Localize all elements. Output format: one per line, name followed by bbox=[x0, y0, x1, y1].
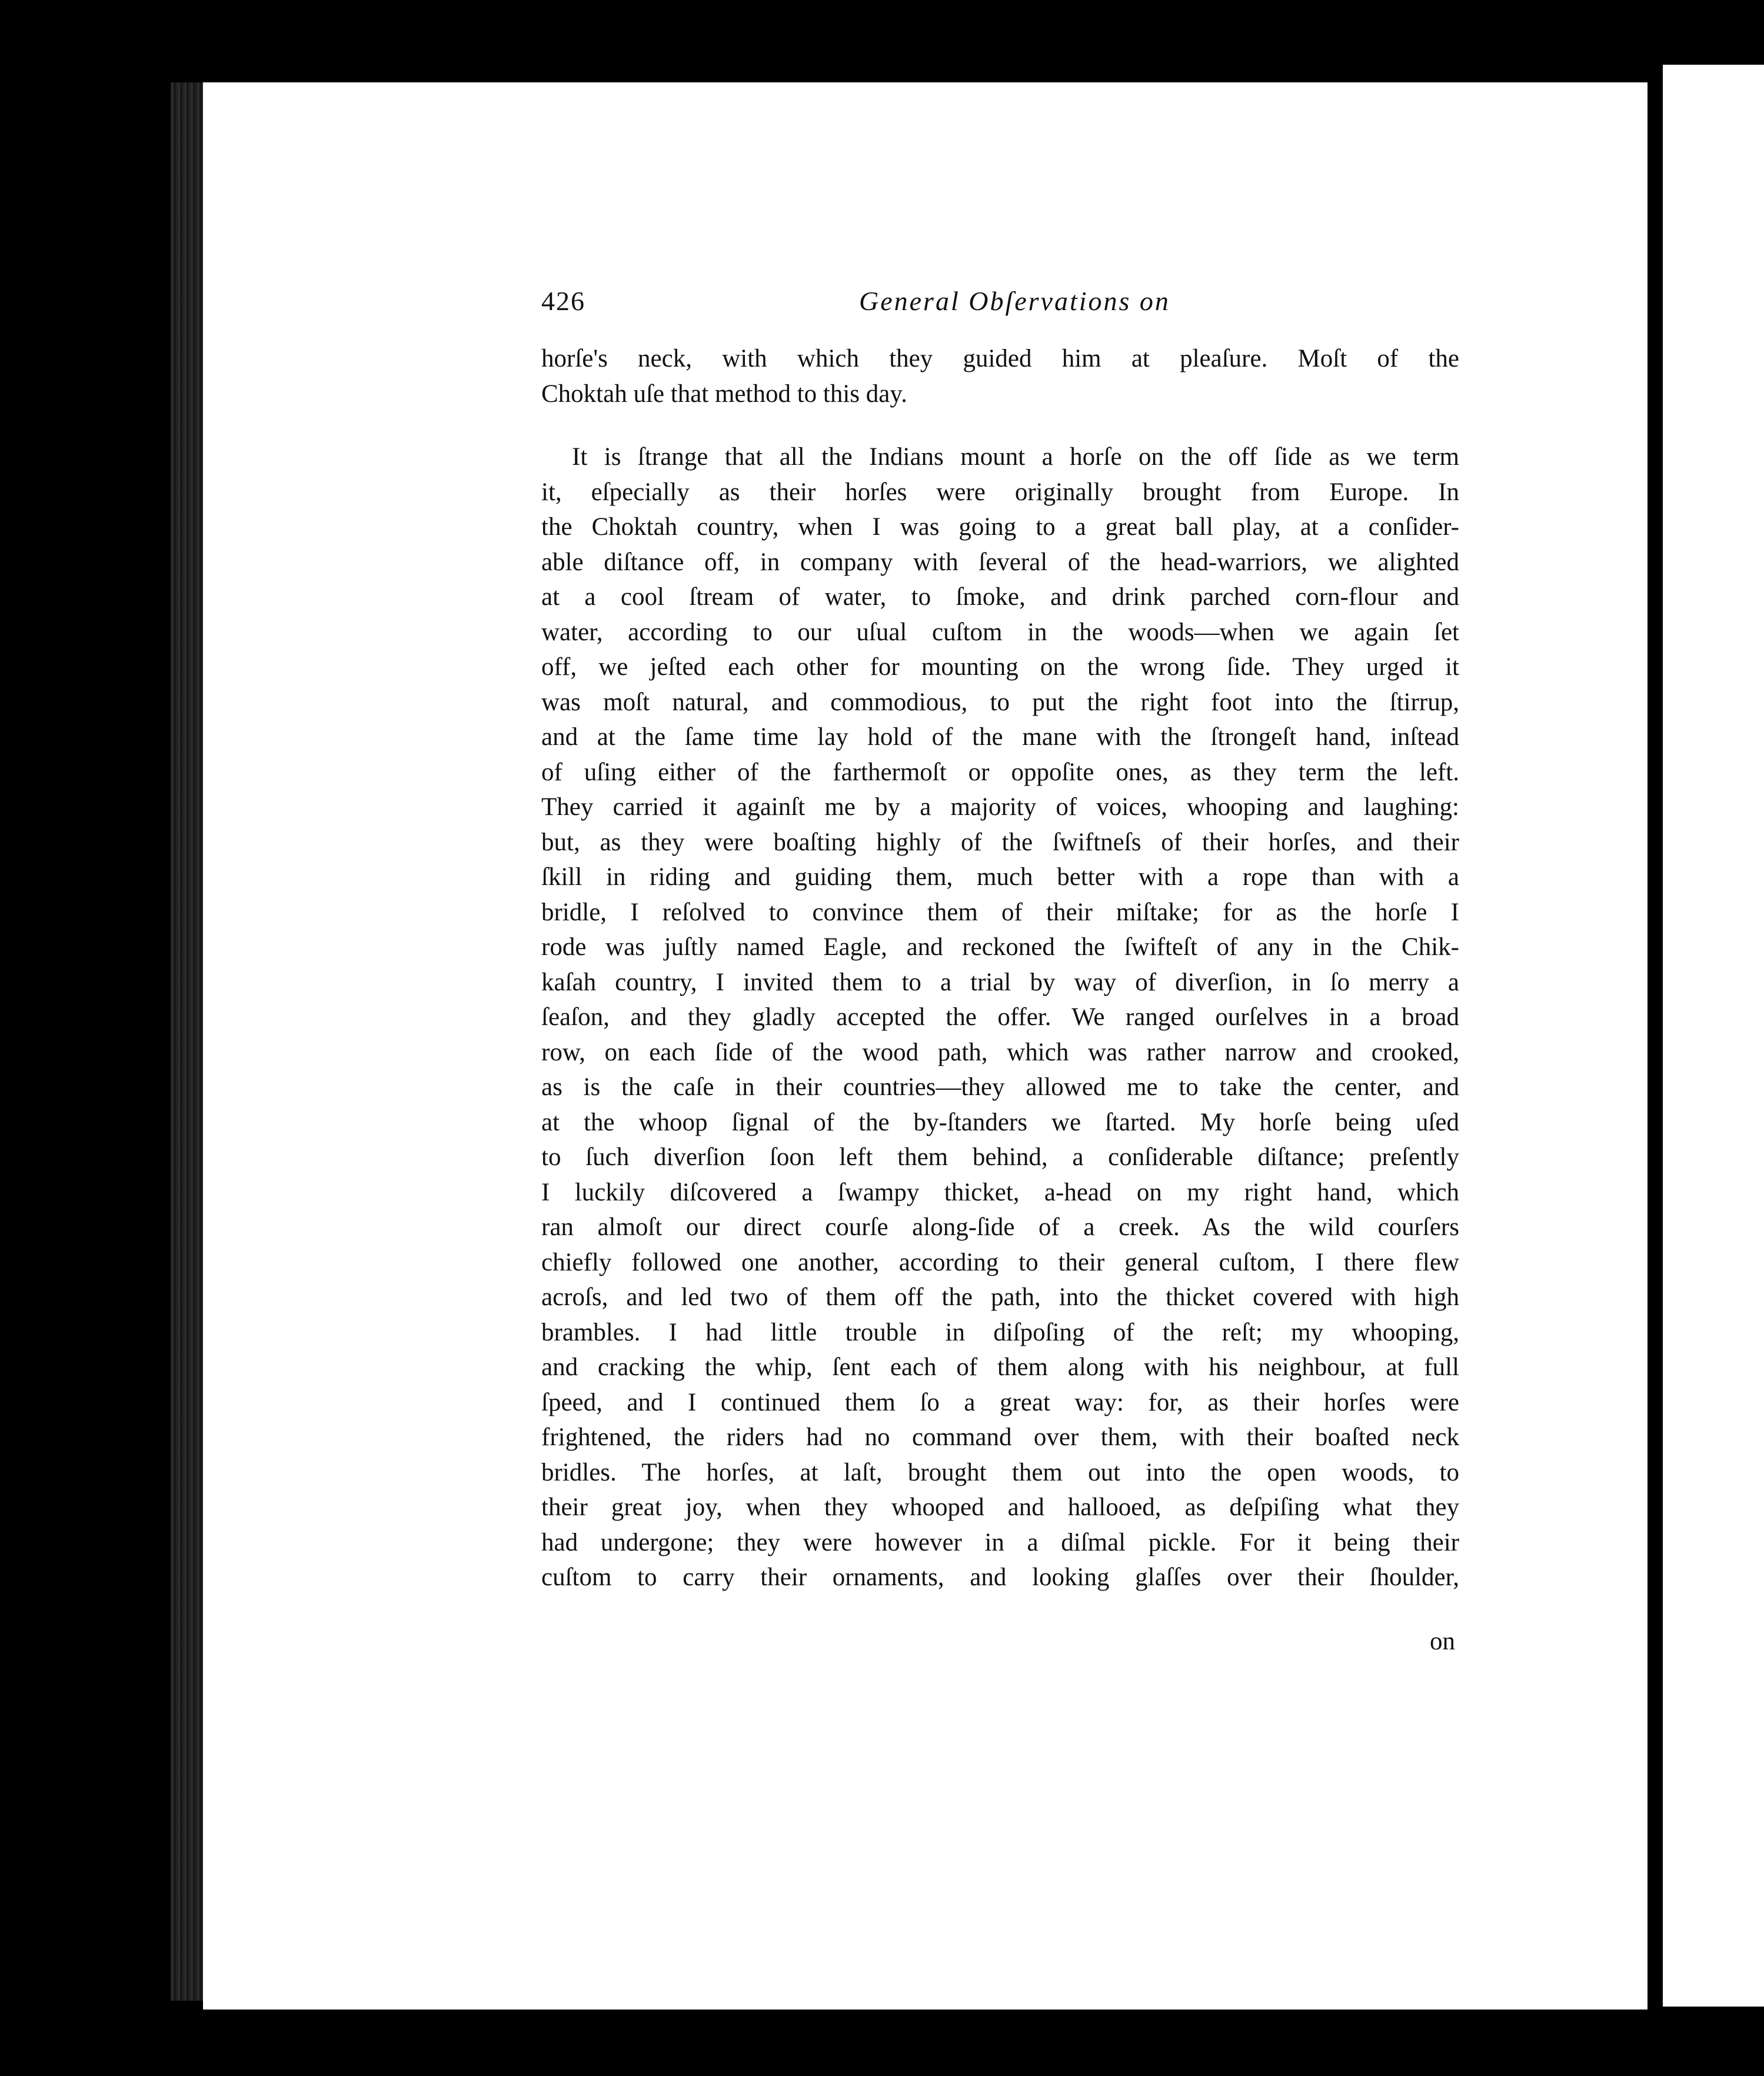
text-line: chiefly followed one another, according to their general cuſtom, I there flew bbox=[541, 1248, 1459, 1276]
text-line: their great joy, when they whooped and hallooed, as deſpiſing what they bbox=[541, 1493, 1459, 1521]
text-line: water, according to our uſual cuſtom in the woods—when we again ſet bbox=[541, 618, 1459, 646]
text-line: ran almoſt our direct courſe along-ſide of a creek. As the wild courſers bbox=[541, 1213, 1459, 1241]
text-line: ſpeed, and I continued them ſo a great way: for, as their horſes were bbox=[541, 1388, 1459, 1416]
text-line: acroſs, and led two of them off the path, into the thicket covered with high bbox=[541, 1283, 1459, 1311]
text-line: off, we jeſted each other for mounting on the wrong ſide. They urged it bbox=[541, 653, 1459, 681]
paragraph-2 bbox=[541, 440, 1459, 1595]
text-line: it, eſpecially as their horſes were originally brought from Europe. In bbox=[541, 478, 1459, 506]
text-line: I luckily diſcovered a ſwampy thicket, a-head on my right hand, which bbox=[541, 1178, 1459, 1206]
body-text bbox=[541, 341, 1459, 1595]
text-line: rode was juſtly named Eagle, and reckoned the ſwifteſt of any in the Chik- bbox=[541, 933, 1459, 961]
text-line: able diſtance off, in company with ſeveral of the head-warriors, we alighted bbox=[541, 548, 1459, 576]
text-line: at a cool ſtream of water, to ſmoke, and drink parched corn-flour and bbox=[541, 583, 1459, 611]
text-line: cuſtom to carry their ornaments, and looking glaſſes over their ſhoulder, bbox=[541, 1563, 1459, 1591]
text-line: bridle, I reſolved to convince them of their miſtake; for as the horſe I bbox=[541, 898, 1459, 926]
text-line: to ſuch diverſion ſoon left them behind, a conſiderable diſtance; preſently bbox=[541, 1143, 1459, 1171]
text-line: row, on each ſide of the wood path, which was rather narrow and crooked, bbox=[541, 1038, 1459, 1066]
page-header bbox=[541, 285, 1189, 332]
text-line: frightened, the riders had no command over them, with their boaſted neck bbox=[541, 1423, 1459, 1451]
adjacent-page-edge bbox=[1655, 65, 1764, 2007]
page-number: 426 bbox=[541, 286, 585, 316]
text-line: and at the ſame time lay hold of the mane with the ſtrongeſt hand, inſtead bbox=[541, 723, 1459, 751]
text-line: They carried it againſt me by a majority of voices, whooping and laughing: bbox=[541, 793, 1459, 821]
text-line: as is the caſe in their countries—they allowed me to take the center, and bbox=[541, 1073, 1459, 1101]
text-line: and cracking the whip, ſent each of them along with his neighbour, at full bbox=[541, 1353, 1459, 1381]
text-line: at the whoop ſignal of the by-ſtanders we ſtarted. My horſe being uſed bbox=[541, 1108, 1459, 1136]
text-line: ſeaſon, and they gladly accepted the offer. We ranged ourſelves in a broad bbox=[541, 1003, 1459, 1031]
text-line: but, as they were boaſting highly of the ſwiftneſs of their horſes, and their bbox=[541, 828, 1459, 856]
text-line: Choktah uſe that method to this day. bbox=[541, 380, 907, 408]
text-line: had undergone; they were however in a diſmal pickle. For it being their bbox=[541, 1528, 1459, 1556]
text-line: the Choktah country, when I was going to a great ball play, at a conſider- bbox=[541, 513, 1459, 541]
text-line: of uſing either of the farthermoſt or oppoſite ones, as they term the left. bbox=[541, 758, 1459, 786]
text-line: ſkill in riding and guiding them, much better with a rope than with a bbox=[541, 863, 1459, 891]
text-line: was moſt natural, and commodious, to put the right foot into the ſtirrup, bbox=[541, 688, 1459, 716]
text-line: brambles. I had little trouble in diſpoſing of the reſt; my whooping, bbox=[541, 1318, 1459, 1346]
text-line: horſe's neck, with which they guided him at pleaſure. Moſt of the bbox=[541, 345, 1459, 372]
text-line: bridles. The horſes, at laſt, brought them out into the open woods, to bbox=[541, 1458, 1459, 1486]
paragraph-gap bbox=[541, 411, 1459, 440]
running-head: General Obſervations on bbox=[859, 286, 1170, 316]
text-line: kaſah country, I invited them to a trial by way of diverſion, in ſo merry a bbox=[541, 968, 1459, 996]
paragraph-1 bbox=[541, 341, 1459, 411]
text-line: It is ſtrange that all the Indians mount a horſe on the off ſide as we term bbox=[572, 443, 1459, 471]
catchword: on bbox=[1430, 1628, 1455, 1655]
